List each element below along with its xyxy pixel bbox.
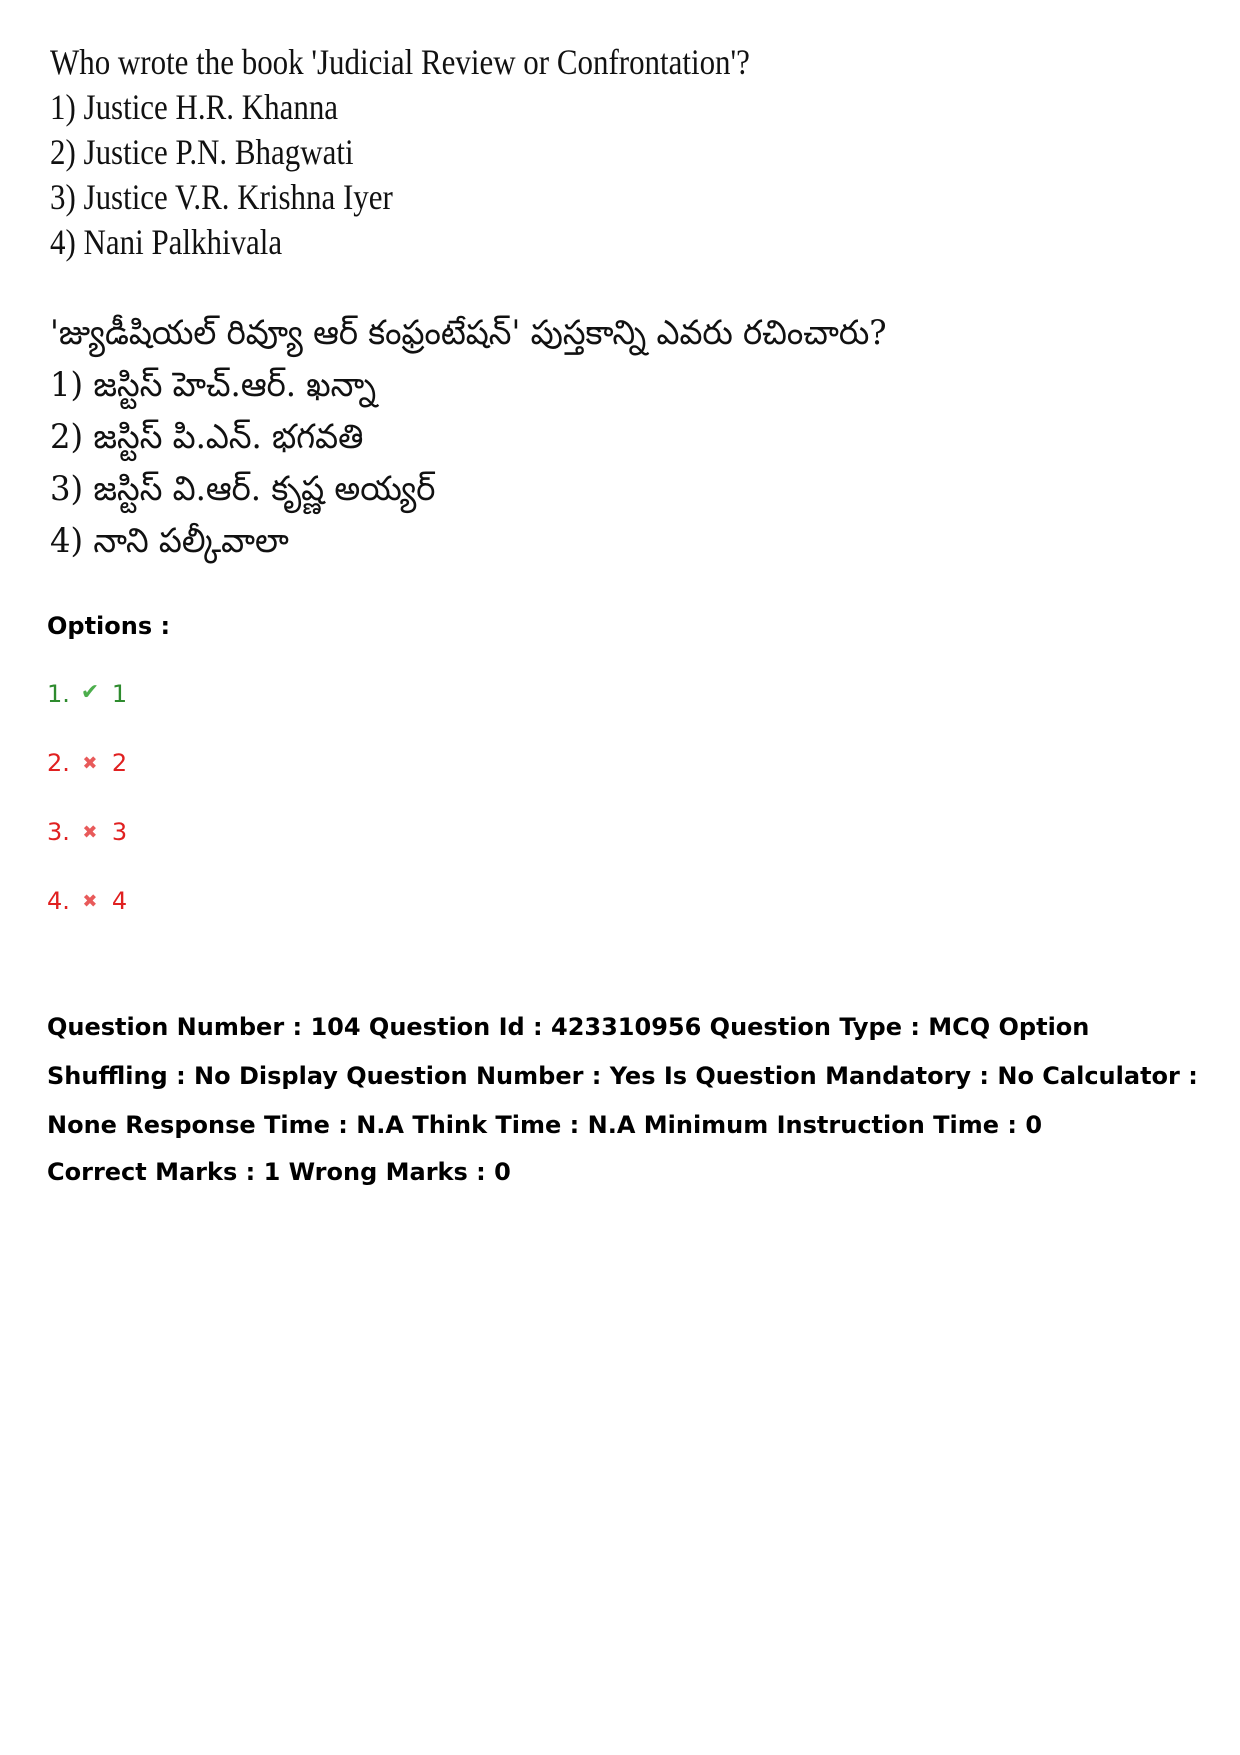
question-image <box>50 40 950 567</box>
cross-icon: ✖ <box>82 822 98 843</box>
question-stem-english: Who wrote the book 'Judicial Review or Confrontation'? <box>50 42 750 82</box>
option-number: 4. <box>47 887 70 915</box>
option-1 <box>47 680 127 749</box>
question-telugu <box>50 307 950 567</box>
cross-icon: ✖ <box>82 753 98 774</box>
options-heading: Options : <box>47 612 171 640</box>
question-metadata: Question Number : 104 Question Id : 423310956 Question Type : MCQ Option Shuffling : No Display Question Number : Yes Is Question Mandatory : No Calculator : None Response Time : N.A Think Time : N.A Minimum Instruction Time : 0 <box>47 1013 1198 1139</box>
option-value: 2 <box>111 749 128 777</box>
choice-telugu-3: 3) జస్టిస్ వి.ఆర్. కృష్ణ అయ్యర్ <box>50 469 436 509</box>
choice-english-1: 1) Justice H.R. Khanna <box>50 87 339 127</box>
option-value: 1 <box>111 680 128 708</box>
question-english <box>50 40 950 265</box>
option-number: 2. <box>47 749 70 777</box>
option-3 <box>47 818 127 887</box>
marks-info: Correct Marks : 1 Wrong Marks : 0 <box>47 1158 511 1186</box>
choice-telugu-2: 2) జస్టిస్ పి.ఎన్. భగవతి <box>50 417 364 457</box>
question-stem-telugu: 'జ్యుడీషియల్ రివ్యూ ఆర్ కంఫ్రంటేషన్' పుస్తకాన్ని ఎవరు రచించారు? <box>50 313 887 353</box>
option-number: 3. <box>47 818 70 846</box>
option-value: 4 <box>111 887 128 915</box>
choice-english-3: 3) Justice V.R. Krishna Iyer <box>50 177 393 217</box>
option-number: 1. <box>47 680 70 708</box>
check-icon: ✔ <box>80 680 100 705</box>
cross-icon: ✖ <box>82 891 98 912</box>
options-list <box>47 680 127 956</box>
choice-english-4: 4) Nani Palkhivala <box>50 222 283 262</box>
option-value: 3 <box>111 818 128 846</box>
choice-telugu-4: 4) నాని పల్కీవాలా <box>50 521 289 561</box>
option-2 <box>47 749 127 818</box>
choice-english-2: 2) Justice P.N. Bhagwati <box>50 132 354 172</box>
choice-telugu-1: 1) జస్టిస్ హెచ్.ఆర్. ఖన్నా <box>50 365 377 405</box>
option-4 <box>47 887 127 956</box>
